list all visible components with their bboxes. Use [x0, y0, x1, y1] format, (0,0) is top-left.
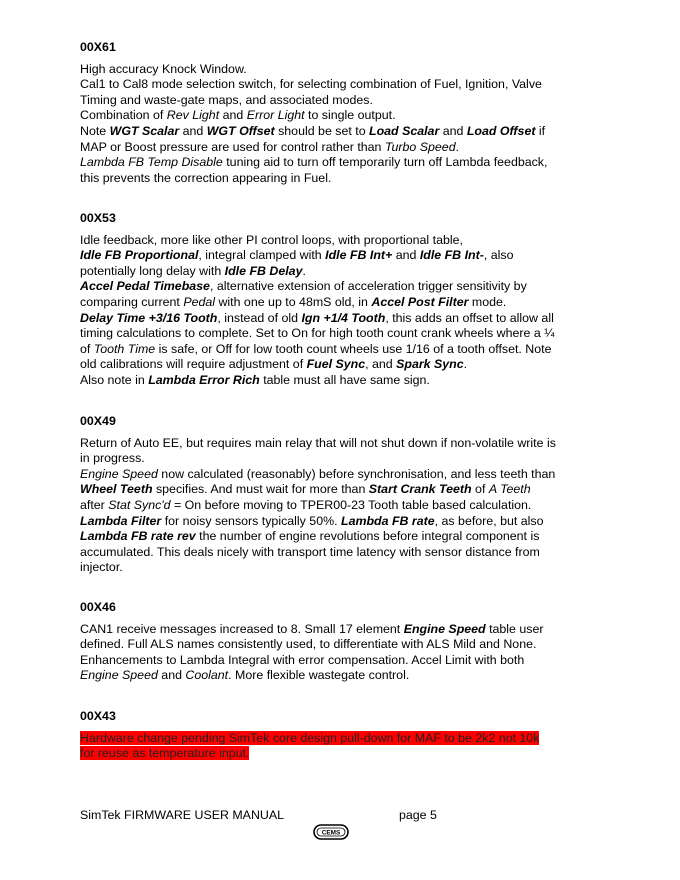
text-line [80, 124, 600, 140]
text-span: , integral clamped with [198, 248, 326, 263]
section-body [80, 436, 600, 576]
text-line [80, 436, 600, 452]
text-line [80, 529, 600, 545]
text-span: . [463, 357, 468, 372]
parameter-name: Accel Pedal Timebase [80, 279, 210, 294]
italic-term: Error Light [246, 108, 305, 123]
parameter-name: Lambda FB rate [341, 513, 435, 528]
parameter-name: Start Crank Teeth [368, 482, 472, 497]
version-heading: 00X49 [80, 414, 116, 428]
cems-logo [313, 824, 349, 843]
text-line [80, 637, 600, 653]
parameter-name: Ign +1/4 Tooth [301, 310, 386, 325]
text-span: and [219, 108, 247, 123]
parameter-name: Idle FB Delay [224, 263, 303, 278]
text-span: , and [365, 357, 397, 372]
parameter-name: Load Offset [466, 123, 536, 138]
text-span: Return of Auto EE, but requires main relay that will not shut down if non-volatile write is [80, 435, 556, 450]
section-body [80, 62, 600, 187]
text-span: table must all have same sign. [259, 372, 430, 387]
text-span: mode. [468, 294, 507, 309]
text-line [80, 482, 600, 498]
text-span: with one up to 48mS old, in [215, 294, 372, 309]
text-line [80, 155, 600, 171]
text-line [80, 731, 600, 747]
text-span: Also note in [80, 372, 149, 387]
logo-text: CEMS [321, 829, 341, 837]
section-body [80, 731, 600, 762]
text-span: if [535, 123, 546, 138]
parameter-name: Load Scalar [369, 123, 440, 138]
section-body [80, 622, 600, 684]
text-line [80, 264, 600, 280]
italic-term: A Teeth [488, 482, 531, 497]
italic-term: Rev Light [166, 108, 220, 123]
parameter-name: Lambda FB rate rev [80, 529, 196, 544]
text-span: CAN1 receive messages increased to 8. Small 17 element [80, 621, 404, 636]
text-span: , this adds an offset to allow all [385, 310, 554, 325]
text-span: and [179, 123, 207, 138]
text-line [80, 248, 600, 264]
text-line [80, 311, 600, 327]
text-span: Combination of [80, 108, 167, 123]
parameter-name: Fuel Sync [306, 357, 366, 372]
text-span: Timing and waste-gate maps, and associated modes. [80, 92, 373, 107]
parameter-name: WGT Offset [206, 123, 275, 138]
text-line [80, 746, 600, 762]
text-span: , instead of old [217, 310, 302, 325]
text-span: High accuracy Knock Window. [80, 61, 247, 76]
text-line [80, 653, 600, 669]
italic-term: Tooth Time [93, 341, 156, 356]
version-heading: 00X43 [80, 709, 116, 723]
text-line [80, 171, 600, 187]
text-span: MAP or Boost pressure are used for control rather than [80, 139, 385, 154]
text-line [80, 342, 600, 358]
parameter-name: Accel Post Filter [371, 294, 469, 309]
text-span: . More flexible wastegate control. [228, 668, 410, 683]
cems-logo-icon [313, 824, 349, 840]
italic-term: Turbo Speed [384, 139, 456, 154]
parameter-name: WGT Scalar [109, 123, 180, 138]
text-span: Idle feedback, more like other PI control loops, with proportional table, [80, 232, 463, 247]
text-span: , also [483, 248, 514, 263]
parameter-name: Lambda Filter [80, 513, 162, 528]
section-body [80, 233, 600, 389]
text-line [80, 514, 600, 530]
release-note-00x61 [80, 40, 600, 186]
text-line [80, 93, 600, 109]
text-line [80, 373, 600, 389]
text-span: in progress. [80, 451, 145, 466]
parameter-name: Wheel Teeth [80, 482, 153, 497]
italic-term: Pedal [183, 294, 216, 309]
text-line [80, 62, 600, 78]
text-line [80, 233, 600, 249]
text-span: and [157, 668, 186, 683]
text-span: this prevents the correction appearing in Fuel. [80, 170, 332, 185]
text-span: timing calculations to complete. Set to On for high tooth count crank wheels where a ¼ [80, 326, 555, 341]
text-line [80, 326, 600, 342]
version-heading: 00X46 [80, 600, 116, 614]
text-span: of [80, 341, 94, 356]
text-span: after [80, 497, 109, 512]
parameter-name: Idle FB Proportional [80, 248, 199, 263]
text-span: to single output. [304, 108, 396, 123]
text-span: , alternative extension of acceleration trigger sensitivity by [209, 279, 527, 294]
version-heading: 00X61 [80, 40, 116, 54]
parameter-name: Delay Time +3/16 Tooth [80, 310, 218, 325]
text-span: and [392, 248, 420, 263]
text-span: = On before moving to TPER00-23 Tooth table based calculation. [170, 497, 532, 512]
text-span: potentially long delay with [80, 263, 225, 278]
text-span: injector. [80, 560, 123, 575]
text-span: the number of engine revolutions before integral component is [195, 529, 540, 544]
text-span: Note [80, 123, 110, 138]
release-note-00x43 [80, 709, 600, 762]
text-span: should be set to [274, 123, 370, 138]
text-span: specifies. And must wait for more than [152, 482, 369, 497]
text-line [80, 467, 600, 483]
text-span: of [471, 482, 489, 497]
text-span: old calibrations will require adjustment of [80, 357, 307, 372]
italic-term: Lambda FB Temp Disable [80, 155, 223, 170]
parameter-name: Lambda Error Rich [148, 372, 260, 387]
text-span: accumulated. This deals nicely with transport time latency with sensor distance from [80, 544, 540, 559]
text-span: Enhancements to Lambda Integral with error compensation. Accel Limit with both [80, 652, 525, 667]
text-span: and [439, 123, 467, 138]
release-note-00x53 [80, 211, 600, 389]
parameter-name: Idle FB Int+ [325, 248, 393, 263]
text-span: . [455, 139, 460, 154]
italic-term: Engine Speed [80, 668, 158, 683]
highlighted-text: for reuse as temperature input. [80, 746, 250, 761]
text-span: defined. Full ALS names consistently used, to differentiate with ALS Mild and None. [80, 637, 537, 652]
release-note-00x49 [80, 414, 600, 576]
text-line [80, 77, 600, 93]
page-number: page 5 [399, 808, 437, 822]
italic-term: Coolant [185, 668, 229, 683]
italic-term: Stat Sync'd [108, 497, 171, 512]
parameter-name: Idle FB Int- [419, 248, 484, 263]
text-line [80, 668, 600, 684]
text-line [80, 108, 600, 124]
italic-term: Engine Speed [80, 466, 158, 481]
text-span: for noisy sensors typically 50%. [161, 513, 341, 528]
text-line [80, 560, 600, 576]
text-span: is safe, or Off for low tooth count wheels use 1/16 of a tooth offset. Note [155, 341, 552, 356]
parameter-name: Spark Sync [396, 357, 464, 372]
text-span: now calculated (reasonably) before synchronisation, and less teeth than [157, 466, 556, 481]
text-span: tuning aid to turn off temporarily turn off Lambda feedback, [222, 155, 548, 170]
text-line [80, 140, 600, 156]
parameter-name: Engine Speed [403, 621, 486, 636]
highlighted-text: Hardware change pending SimTek core design pull-down for MAF to be 2k2 not 10k [80, 730, 540, 745]
text-span: . [302, 263, 306, 278]
release-note-00x46 [80, 600, 600, 684]
text-span: table user [485, 621, 544, 636]
text-line [80, 295, 600, 311]
version-heading: 00X53 [80, 211, 116, 225]
text-line [80, 498, 600, 514]
text-span: Cal1 to Cal8 mode selection switch, for selecting combination of Fuel, Ignition, Valve [80, 77, 542, 92]
text-line [80, 545, 600, 561]
text-line [80, 622, 600, 638]
text-span: comparing current [80, 294, 184, 309]
text-span: , as before, but also [434, 513, 544, 528]
footer-manual-title: SimTek FIRMWARE USER MANUAL [80, 808, 285, 822]
text-line [80, 357, 600, 373]
text-line [80, 451, 600, 467]
text-line [80, 279, 600, 295]
